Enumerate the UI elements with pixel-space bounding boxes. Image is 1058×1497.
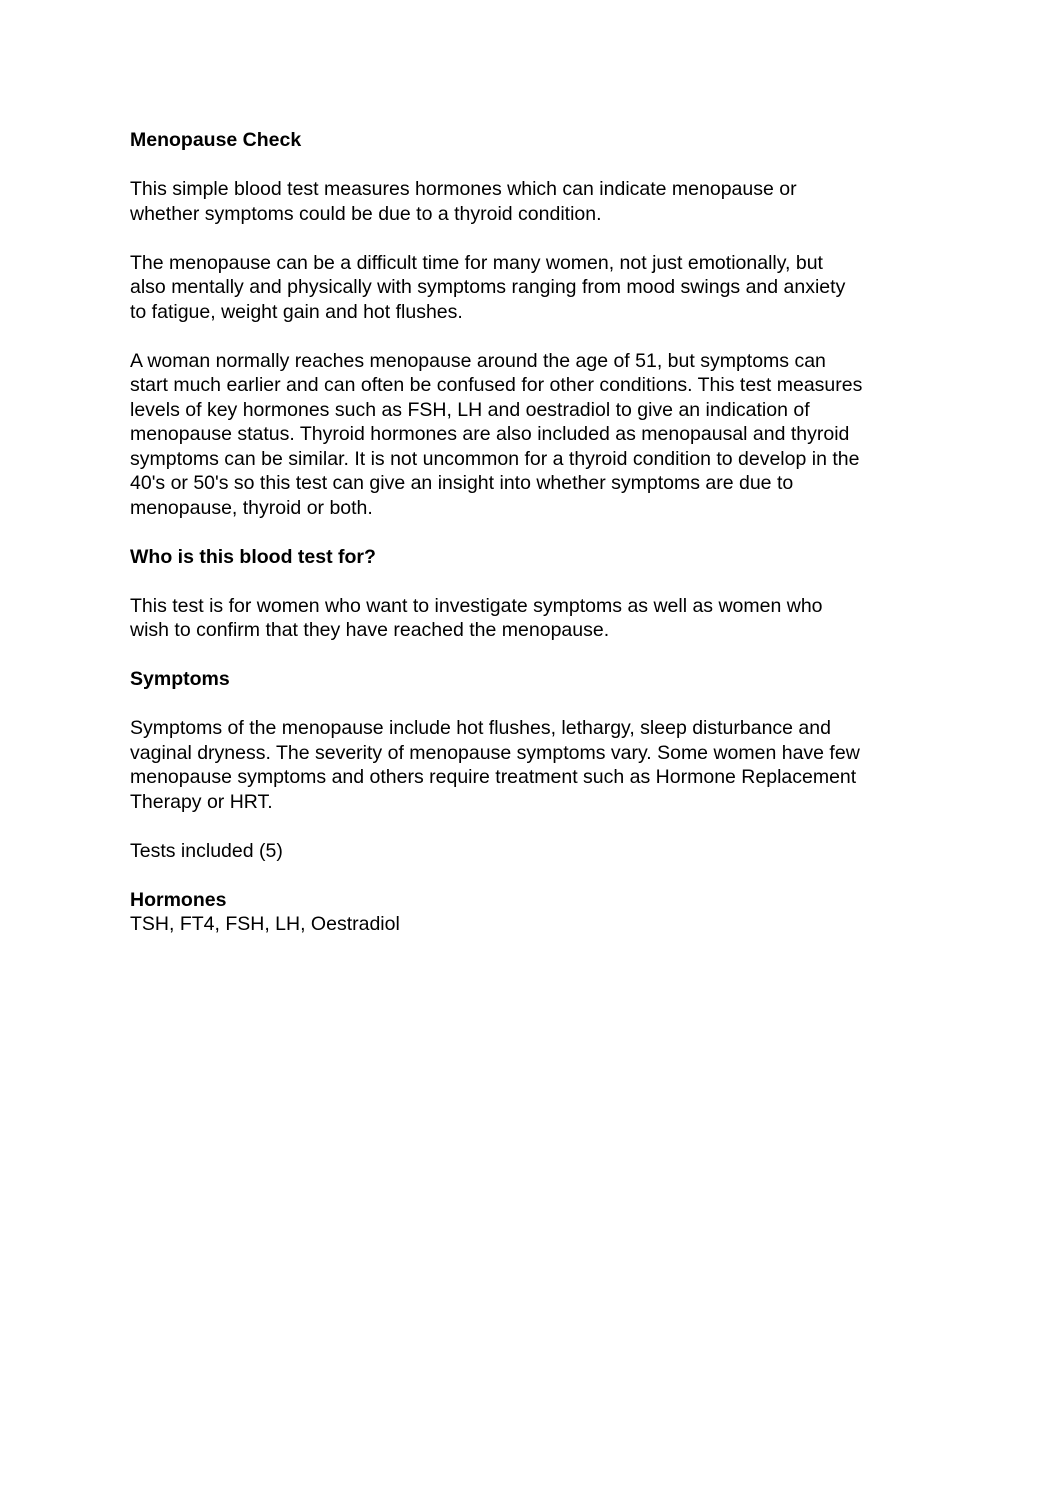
document-title: Menopause Check — [130, 129, 302, 151]
paragraph-line: Symptoms of the menopause include hot flushes, lethargy, sleep disturbance and — [130, 717, 831, 739]
spacer — [130, 153, 950, 178]
hormones-list: TSH, FT4, FSH, LH, Oestradiol — [130, 913, 400, 935]
paragraph-line: also mentally and physically with symptoms ranging from mood swings and anxiety — [130, 276, 846, 298]
document-body — [130, 128, 950, 937]
spacer — [130, 324, 950, 349]
paragraph-line: symptoms can be similar. It is not uncommon for a thyroid condition to develop in the — [130, 447, 860, 470]
hormones-heading: Hormones — [130, 888, 227, 911]
menopause-description-paragraph — [130, 251, 950, 325]
spacer — [130, 569, 950, 594]
spacer — [130, 692, 950, 717]
paragraph-line: menopause status. Thyroid hormones are also included as menopausal and thyroid — [130, 423, 850, 445]
paragraph-line: The menopause can be a difficult time for many women, not just emotionally, but — [130, 251, 823, 274]
symptoms-heading: Symptoms — [130, 668, 230, 690]
paragraph-line: levels of key hormones such as FSH, LH and oestradiol to give an indication of — [130, 398, 810, 421]
test-details-paragraph — [130, 349, 950, 521]
paragraph-line: This test is for women who want to investigate symptoms as well as women who — [130, 594, 823, 617]
paragraph-line: menopause, thyroid or both. — [130, 496, 373, 519]
spacer — [130, 814, 950, 839]
paragraph-line: vaginal dryness. The severity of menopause symptoms vary. Some women have few — [130, 741, 860, 764]
paragraph-line: A woman normally reaches menopause around the age of 51, but symptoms can — [130, 349, 826, 372]
paragraph-line: to fatigue, weight gain and hot flushes. — [130, 300, 463, 323]
paragraph-line: wish to confirm that they have reached the menopause. — [130, 619, 610, 641]
paragraph-line: 40's or 50's so this test can give an insight into whether symptoms are due to — [130, 472, 794, 494]
spacer — [130, 226, 950, 251]
symptoms-paragraph — [130, 716, 950, 814]
paragraph-line: Therapy or HRT. — [130, 790, 273, 813]
paragraph-line: start much earlier and can often be confused for other conditions. This test measures — [130, 374, 863, 396]
intro-paragraph — [130, 177, 950, 226]
who-heading: Who is this blood test for? — [130, 545, 376, 568]
tests-included: Tests included (5) — [130, 839, 283, 862]
who-paragraph — [130, 594, 950, 643]
spacer — [130, 643, 950, 668]
paragraph-line: menopause symptoms and others require treatment such as Hormone Replacement — [130, 766, 857, 788]
spacer — [130, 863, 950, 888]
spacer — [130, 520, 950, 545]
intro-line: This simple blood test measures hormones which can indicate menopause or — [130, 178, 797, 200]
intro-line: whether symptoms could be due to a thyroid condition. — [130, 202, 602, 225]
